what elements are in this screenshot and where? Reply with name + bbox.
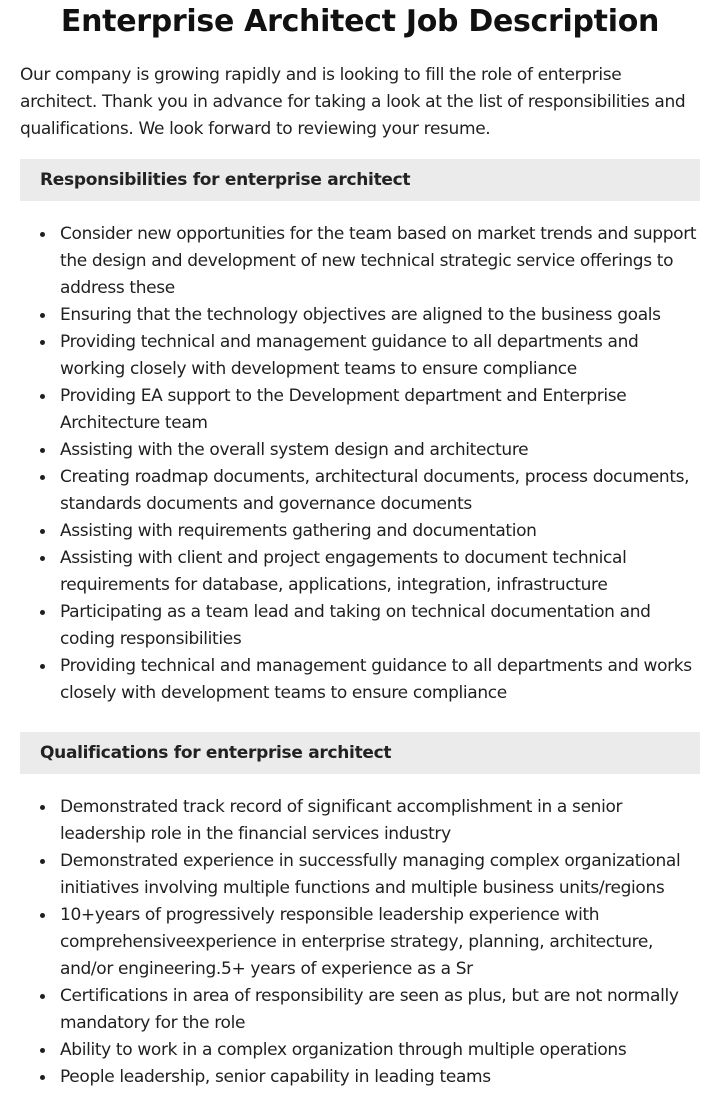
qualification-item bbox=[20, 794, 700, 848]
responsibility-text: Assisting with client and project engagements to document technical requirements for database, applications, integration, infrastructure bbox=[60, 548, 627, 595]
bullet-icon bbox=[40, 556, 45, 561]
bullet-icon bbox=[40, 859, 45, 864]
bullet-icon bbox=[40, 529, 45, 534]
responsibility-text: Providing EA support to the Development department and Enterprise Architecture team bbox=[60, 386, 627, 433]
responsibility-text: Providing technical and management guidance to all departments and working closely with development teams to ensure compliance bbox=[60, 332, 639, 379]
responsibility-item bbox=[20, 653, 700, 707]
qualification-item bbox=[20, 848, 700, 902]
bullet-icon bbox=[40, 475, 45, 480]
responsibility-item bbox=[20, 437, 700, 464]
bullet-icon bbox=[40, 232, 45, 237]
responsibility-text: Consider new opportunities for the team based on market trends and support the design and development of new technical strategic service offerings to address these bbox=[60, 224, 697, 298]
responsibilities-heading: Responsibilities for enterprise architect bbox=[20, 159, 700, 201]
responsibility-text: Providing technical and management guidance to all departments and works closely with development teams to ensure compliance bbox=[60, 656, 692, 703]
responsibility-item bbox=[20, 302, 700, 329]
bullet-icon bbox=[40, 994, 45, 999]
responsibility-item bbox=[20, 329, 700, 383]
responsibility-text: Participating as a team lead and taking on technical documentation and coding responsibilities bbox=[60, 602, 651, 649]
qualifications-list bbox=[20, 794, 700, 1091]
qualification-text: Ability to work in a complex organization through multiple operations bbox=[60, 1040, 627, 1060]
bullet-icon bbox=[40, 394, 45, 399]
qualifications-heading: Qualifications for enterprise architect bbox=[20, 732, 700, 774]
responsibility-item bbox=[20, 545, 700, 599]
responsibility-item bbox=[20, 518, 700, 545]
qualification-text: Demonstrated track record of significant accomplishment in a senior leadership role in the financial services industry bbox=[60, 797, 623, 844]
bullet-icon bbox=[40, 913, 45, 918]
bullet-icon bbox=[40, 1075, 45, 1080]
qualification-item bbox=[20, 983, 700, 1037]
bullet-icon bbox=[40, 1048, 45, 1053]
responsibility-text: Ensuring that the technology objectives are aligned to the business goals bbox=[60, 305, 661, 325]
responsibility-item bbox=[20, 383, 700, 437]
qualification-text: 10+years of progressively responsible leadership experience with comprehensiveexperience in enterprise strategy, planning, architecture, and/or engineering.5+ years of experience as a Sr bbox=[60, 905, 654, 979]
qualification-item bbox=[20, 1064, 700, 1091]
bullet-icon bbox=[40, 664, 45, 669]
qualification-text: Demonstrated experience in successfully managing complex organizational initiatives involving multiple functions and multiple business units/regions bbox=[60, 851, 681, 898]
intro-paragraph: Our company is growing rapidly and is looking to fill the role of enterprise architect. Thank you in advance for taking a look at the list of responsibilities and qualifications. We look forward to reviewing your resume. bbox=[20, 65, 686, 139]
responsibilities-list bbox=[20, 221, 700, 707]
bullet-icon bbox=[40, 340, 45, 345]
responsibility-text: Creating roadmap documents, architectural documents, process documents, standards documents and governance documents bbox=[60, 467, 690, 514]
bullet-icon bbox=[40, 448, 45, 453]
responsibility-item bbox=[20, 599, 700, 653]
bullet-icon bbox=[40, 805, 45, 810]
responsibility-text: Assisting with the overall system design and architecture bbox=[60, 440, 529, 460]
responsibility-text: Assisting with requirements gathering and documentation bbox=[60, 521, 537, 541]
bullet-icon bbox=[40, 313, 45, 318]
qualification-item bbox=[20, 1037, 700, 1064]
qualification-item bbox=[20, 902, 700, 983]
qualification-text: Certifications in area of responsibility are seen as plus, but are not normally mandatory for the role bbox=[60, 986, 679, 1033]
responsibility-item bbox=[20, 464, 700, 518]
page-title: Enterprise Architect Job Description bbox=[60, 4, 660, 39]
qualification-text: People leadership, senior capability in leading teams bbox=[60, 1067, 491, 1087]
bullet-icon bbox=[40, 610, 45, 615]
responsibility-item bbox=[20, 221, 700, 302]
